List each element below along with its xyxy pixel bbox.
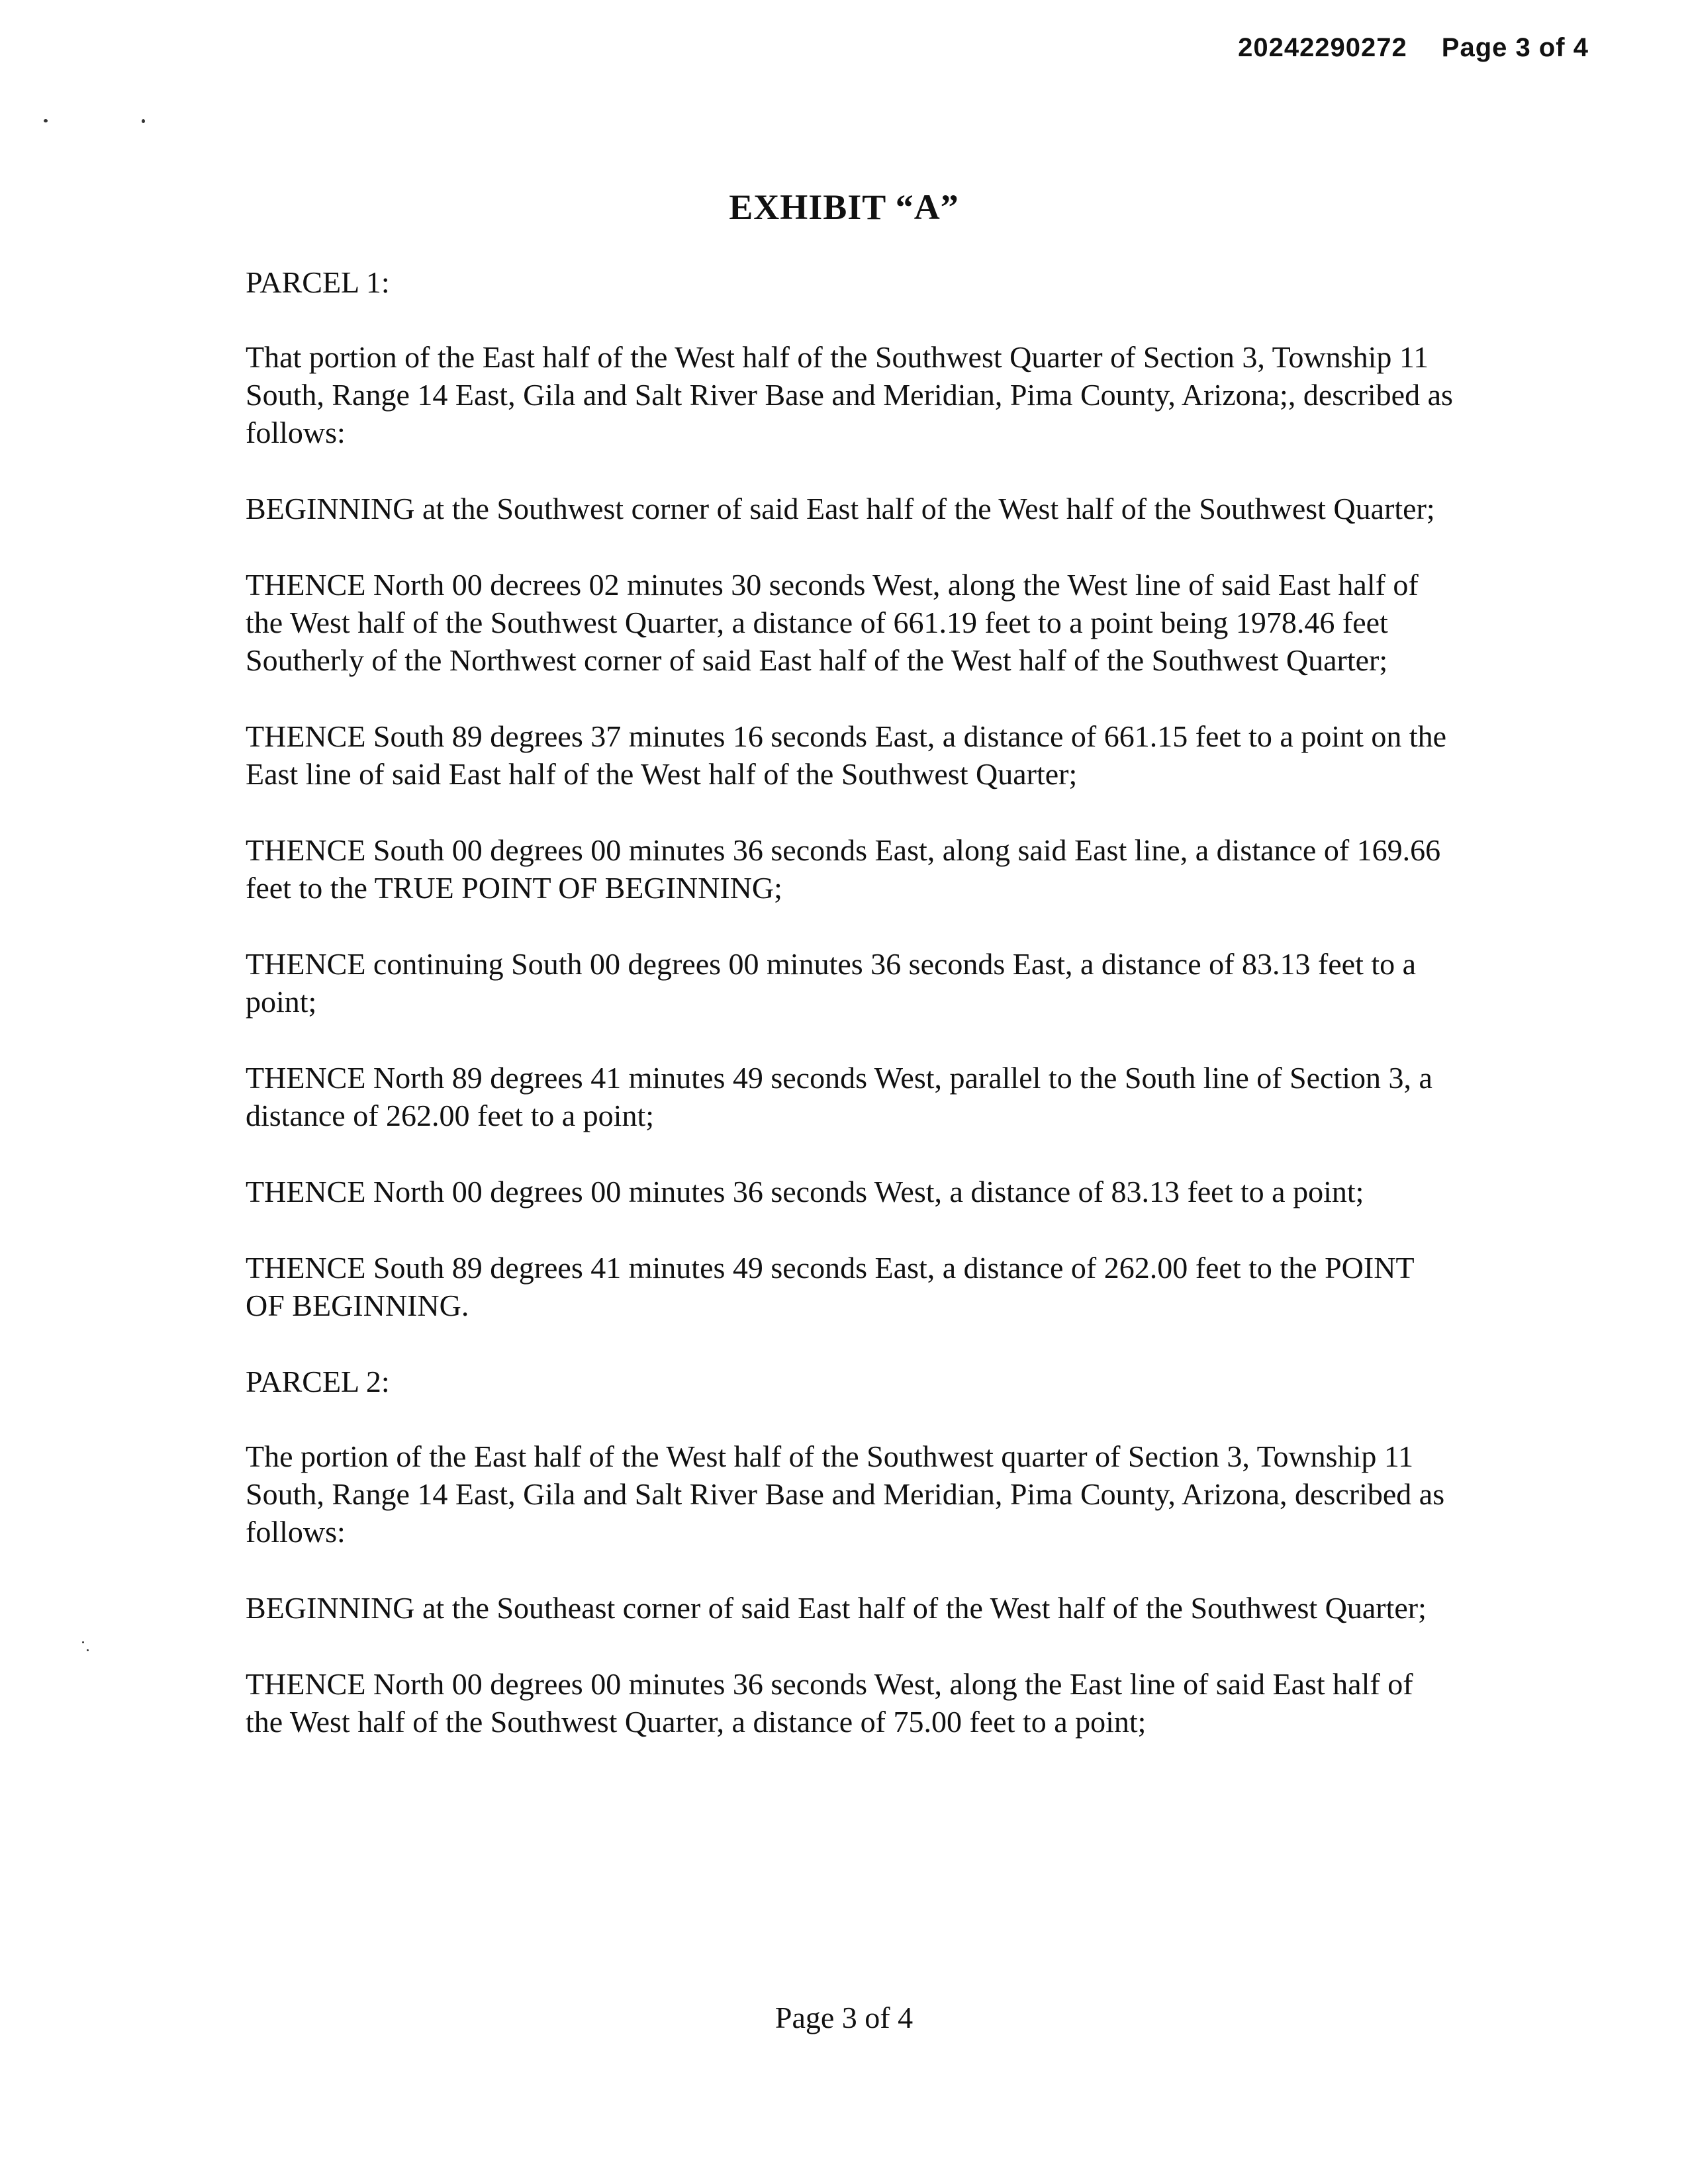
parcel-1-course-2: THENCE South 89 degrees 37 minutes 16 seconds East, a distance of 661.15 feet to a point on the East line of said East half of the West half of the Southwest Quarter; bbox=[246, 719, 1447, 791]
scan-speck bbox=[44, 119, 48, 122]
parcel-2-beginning: BEGINNING at the Southeast corner of said East half of the West half of the Southwest Quarter; bbox=[246, 1591, 1427, 1625]
exhibit-title: EXHIBIT “A” bbox=[729, 187, 959, 227]
parcel-1-course-6: THENCE North 00 degrees 00 minutes 36 seconds West, a distance of 83.13 feet to a point; bbox=[246, 1175, 1364, 1208]
document-number: 20242290272 bbox=[1238, 33, 1407, 62]
footer-page-number: Page 3 of 4 bbox=[774, 2001, 914, 2034]
parcel-1-course-4: THENCE continuing South 00 degrees 00 minutes 36 seconds East, a distance of 83.13 feet to a point; bbox=[246, 947, 1417, 1019]
parcel-1-course-1: THENCE North 00 decrees 02 minutes 30 seconds West, along the West line of said East half of the West half of the Southwest Quarter, a distance of 661.19 feet to a point being 1978.46 feet Southerly of the Northwest corner of said East half of the West half of the Southwest Quarter; bbox=[246, 568, 1419, 677]
parcel-2-course-1: THENCE North 00 degrees 00 minutes 36 seconds West, along the East line of said East half of the West half of the Southwest Quarter, a distance of 75.00 feet to a point; bbox=[246, 1667, 1413, 1739]
scan-speck bbox=[82, 1641, 84, 1643]
parcel-1-beginning: BEGINNING at the Southwest corner of said East half of the West half of the Southwest Quarter; bbox=[246, 492, 1435, 525]
scan-speck bbox=[87, 1649, 89, 1651]
header-page-label: Page 3 of 4 bbox=[1441, 33, 1589, 62]
parcel-1-description: That portion of the East half of the West half of the Southwest Quarter of Section 3, Township 11 South, Range 14 East, Gila and Salt River Base and Meridian, Pima County, Arizona;, described as follows: bbox=[246, 340, 1453, 449]
scan-speck bbox=[142, 119, 145, 123]
parcel-2-heading: PARCEL 2: bbox=[246, 1365, 390, 1398]
parcel-1-course-3: THENCE South 00 degrees 00 minutes 36 seconds East, along said East line, a distance of 169.66 feet to the TRUE POINT OF BEGINNING; bbox=[246, 833, 1441, 905]
legal-description bbox=[246, 263, 1457, 1779]
parcel-1-heading: PARCEL 1: bbox=[246, 265, 390, 299]
recording-stamp bbox=[1238, 33, 1589, 63]
parcel-1-course-5: THENCE North 89 degrees 41 minutes 49 seconds West, parallel to the South line of Section 3, a distance of 262.00 feet to a point; bbox=[246, 1061, 1432, 1132]
parcel-1-course-7: THENCE South 89 degrees 41 minutes 49 seconds East, a distance of 262.00 feet to the POINT OF BEGINNING. bbox=[246, 1251, 1414, 1322]
parcel-2-description: The portion of the East half of the West half of the Southwest quarter of Section 3, Township 11 South, Range 14 East, Gila and Salt River Base and Meridian, Pima County, Arizona, described as follows: bbox=[246, 1439, 1445, 1549]
